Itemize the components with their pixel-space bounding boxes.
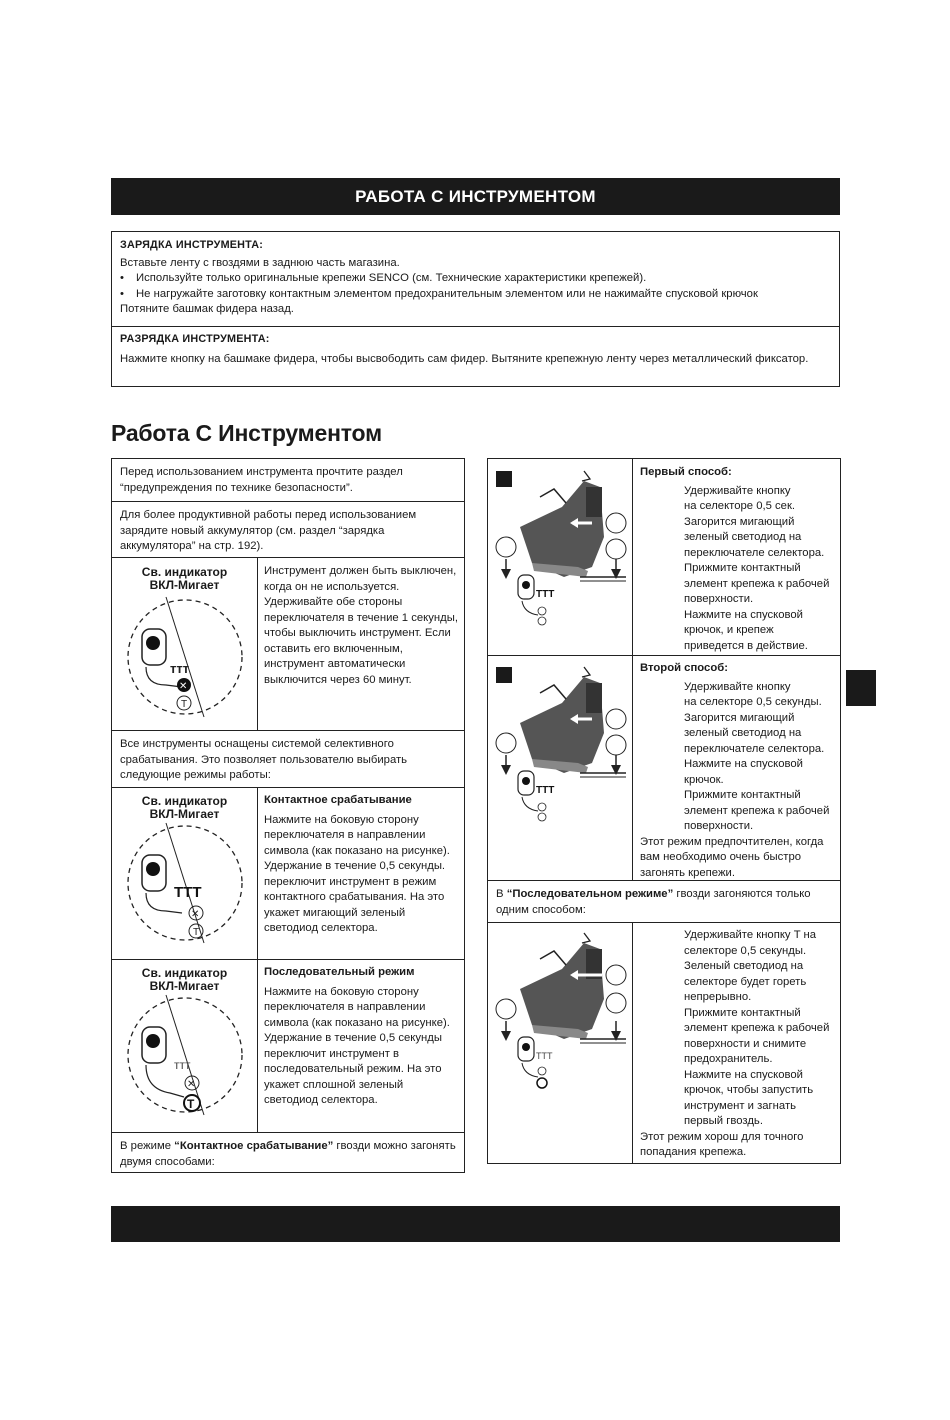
method-3: [640, 928, 838, 1161]
method-2-title: Второй способ:: [640, 662, 728, 674]
method-1-title: Первый способ:: [640, 466, 732, 478]
divider: [257, 959, 258, 1132]
loading-section: [120, 238, 832, 318]
selector-sequential-figure: [122, 993, 248, 1117]
svg-text:✕: ✕: [191, 909, 200, 920]
indicator-label: Св. индикатор ВКЛ-Мигает: [141, 966, 228, 993]
method-3-steps: Удерживайте кнопку T на селекторе 0,5 секунды. Зеленый светодиод на селекторе будет гореть непрерывно. Прижмите контактный элемент крепежа к рабочей поверхности и снимите предохранитель. Нажмите на спусковой крючок, чтобы запустить инструмент и загнать первый гвоздь.: [684, 929, 830, 1127]
selector-off-figure: [122, 595, 248, 719]
method-2: [640, 661, 838, 881]
left-p1: Перед использованием инструмента прочтите раздел “предупреждения по технике безопасности”.: [120, 466, 403, 494]
sequential-intro: В “Последовательном режиме” гвозди загоняются только одним способом:: [496, 888, 811, 916]
power-off-text: Инструмент должен быть выключен, когда он не используется. Удерживайте обе стороны переключателя в течение 1 секунды, чтобы выключить инструмент. Если оставить его включенным, инструмент автоматически выключится через 60 минут.: [264, 565, 458, 686]
contact-mode: [264, 793, 460, 937]
nailer-figure-3: [492, 929, 630, 1113]
main-heading: Работа С Инструментом: [111, 420, 382, 446]
nailer-figure-2: [492, 663, 630, 847]
divider: [112, 326, 839, 327]
right-table: [487, 458, 841, 1164]
loading-title: ЗАРЯДКА ИНСТРУМЕНТА:: [120, 239, 264, 251]
indicator-label: Св. индикатор ВКЛ-Мигает: [141, 565, 228, 592]
divider: [488, 655, 840, 656]
loading-box: [111, 231, 840, 387]
sequential-mode: [264, 965, 460, 1109]
contact-mode-text: Нажмите на боковую сторону переключателя в направлении символа (как показано на рисунке). Удержание в течение 0,5 секунды. переключит инструмент в режим контактного срабатывания. На это укажет мигающий зеленый светодиод селектора.: [264, 813, 450, 934]
divider: [112, 557, 464, 558]
method-2-steps: Удерживайте кнопку на селекторе 0,5 секунды. Загорится мигающий зеленый светодиод на переключателе селектора. Нажмите на спусковой крючок. Прижмите контактный элемент крепежа к рабочей поверхности.: [684, 680, 830, 832]
divider: [257, 557, 258, 730]
nailer-figure-1: [492, 467, 630, 651]
svg-text:ᴛᴛᴛ: ᴛᴛᴛ: [170, 661, 190, 676]
divider: [632, 459, 633, 655]
sequential-mode-text: Нажмите на боковую сторону переключателя в направлении символа (как показано на рисунке). Удержание в течение 0,5 секунды переключит инструмент в последовательный режим. На это укажет сплошной зеленый светодиод селектора.: [264, 985, 450, 1106]
section-header: [111, 178, 840, 215]
unloading-text: Нажмите кнопку на башмаке фидера, чтобы высвободить сам фидер. Вытяните крепежную ленту через металлический фиксатор.: [120, 352, 809, 365]
left-p4: Все инструменты оснащены системой селективного срабатывания. Это позволяет пользователю выбирать следующие режимы работы:: [120, 738, 408, 781]
divider: [632, 655, 633, 880]
sequential-mode-title: Последовательный режим: [264, 966, 415, 978]
loading-bullet: • Используйте только оригинальные крепежи SENCO (см. Технические характеристики крепежей).: [120, 272, 647, 284]
svg-text:T: T: [193, 927, 200, 938]
divider: [488, 922, 840, 923]
unloading-section: [120, 332, 832, 367]
selector-contact-figure: [122, 821, 248, 945]
svg-text:TTT: TTT: [536, 785, 555, 796]
svg-text:TTT: TTT: [536, 589, 555, 600]
left-table: [111, 458, 465, 1173]
divider: [112, 787, 464, 788]
method-2-note: Этот режим предпочтителен, когда вам необходимо очень быстро загонять крепежи.: [640, 835, 824, 879]
unloading-title: РАЗРЯДКА ИНСТРУМЕНТА:: [120, 333, 270, 345]
footer-bar: [111, 1206, 840, 1242]
svg-text:TTT: TTT: [174, 884, 202, 901]
svg-text:✕: ✕: [187, 1079, 196, 1090]
svg-text:T: T: [181, 699, 188, 710]
left-p2: Для более продуктивной работы перед использованием зарядите новый аккумулятор (см. раздел “зарядка аккумулятора” на стр. 192).: [120, 509, 417, 552]
method-1-steps: Удерживайте кнопку на селекторе 0,5 сек. Загорится мигающий зеленый светодиод на переключателе селектора. Прижмите контактный элемент крепежа к рабочей поверхности. Нажмите на спусковой крючок, и крепеж приведется в действие.: [684, 484, 830, 652]
svg-text:ᴛᴛᴛ: ᴛᴛᴛ: [174, 1058, 191, 1072]
loading-intro: Вставьте ленту с гвоздями в заднюю часть магазина.: [120, 256, 400, 269]
loading-bullet: • Не нагружайте заготовку контактным элементом предохранительным элементом или не нажимайте спусковой крючок: [120, 287, 758, 300]
contact-mode-title: Контактное срабатывание: [264, 794, 412, 806]
loading-outro: Потяните башмак фидера назад.: [120, 303, 294, 315]
svg-text:✕: ✕: [179, 681, 188, 692]
divider: [257, 787, 258, 959]
indicator-label: Св. индикатор ВКЛ-Мигает: [141, 794, 228, 821]
left-footer: В режиме “Контактное срабатывание” гвозди можно загонять двумя способами:: [120, 1140, 456, 1168]
svg-text:T: T: [187, 1097, 195, 1111]
section-header-title: РАБОТА С ИНСТРУМЕНТОМ: [355, 186, 596, 206]
divider: [632, 922, 633, 1163]
method-1: [640, 465, 838, 654]
side-tab: [846, 670, 876, 706]
method-3-note: Этот режим хорош для точного попадания крепежа.: [640, 1130, 804, 1158]
divider: [112, 959, 464, 960]
svg-text:TTT: TTT: [536, 1051, 553, 1061]
